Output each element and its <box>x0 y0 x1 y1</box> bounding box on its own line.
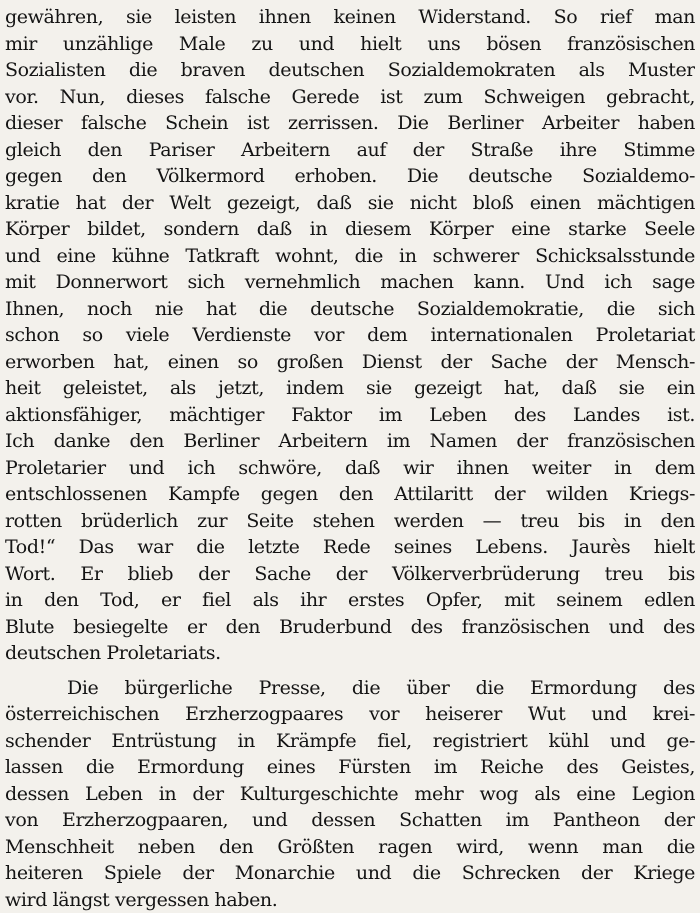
text-line: Proletarier und ich schwöre, daß wir ihnen weiter in dem <box>5 455 695 482</box>
paragraph-2 <box>5 675 695 913</box>
text-line: heit geleistet, als jetzt, indem sie gezeigt hat, daß sie ein <box>5 375 695 402</box>
text-line: in den Tod, er fiel als ihr erstes Opfer, mit seinem edlen <box>5 587 695 614</box>
text-line: Menschheit neben den Größten ragen wird, wenn man die <box>5 834 695 861</box>
text-line: Ihnen, noch nie hat die deutsche Sozialdemokratie, die sich <box>5 296 695 323</box>
text-line: gewähren, sie leisten ihnen keinen Widerstand. So rief man <box>5 4 695 31</box>
text-line: wird längst vergessen haben. <box>5 887 695 913</box>
text-line: Sozialisten die braven deutschen Sozialdemokraten als Muster <box>5 57 695 84</box>
text-line: rotten brüderlich zur Seite stehen werden — treu bis in den <box>5 508 695 535</box>
text-line: Körper bildet, sondern daß in diesem Körper eine starke Seele <box>5 216 695 243</box>
text-line: Ich danke den Berliner Arbeitern im Namen der französischen <box>5 428 695 455</box>
text-line: von Erzherzogpaaren, und dessen Schatten im Pantheon der <box>5 807 695 834</box>
paragraph-gap <box>5 667 695 675</box>
text-line: mir unzählige Male zu und hielt uns bösen französischen <box>5 31 695 58</box>
text-line: entschlossenen Kampfe gegen den Attilaritt der wilden Kriegs- <box>5 481 695 508</box>
text-line: lassen die Ermordung eines Fürsten im Reiche des Geistes, <box>5 754 695 781</box>
text-line: mit Donnerwort sich vernehmlich machen kann. Und ich sage <box>5 269 695 296</box>
text-line: vor. Nun, dieses falsche Gerede ist zum Schweigen gebracht, <box>5 84 695 111</box>
text-line: deutschen Proletariats. <box>5 640 695 667</box>
text-line: dieser falsche Schein ist zerrissen. Die Berliner Arbeiter haben <box>5 110 695 137</box>
text-line: und eine kühne Tatkraft wohnt, die in schwerer Schicksalsstunde <box>5 243 695 270</box>
text-line: gegen den Völkermord erhoben. Die deutsche Sozialdemo- <box>5 163 695 190</box>
text-line: erworben hat, einen so großen Dienst der Sache der Mensch- <box>5 349 695 376</box>
text-line: aktionsfähiger, mächtiger Faktor im Leben des Landes ist. <box>5 402 695 429</box>
text-line: kratie hat der Welt gezeigt, daß sie nicht bloß einen mächtigen <box>5 190 695 217</box>
text-line: Blute besiegelte er den Bruderbund des französischen und des <box>5 614 695 641</box>
text-line: Tod!“ Das war die letzte Rede seines Lebens. Jaurès hielt <box>5 534 695 561</box>
text-line: schender Entrüstung in Krämpfe fiel, registriert kühl und ge- <box>5 728 695 755</box>
text-line: schon so viele Verdienste vor dem internationalen Proletariat <box>5 322 695 349</box>
paragraph-1 <box>5 4 695 667</box>
text-line: österreichischen Erzherzogpaares vor heiserer Wut und krei- <box>5 701 695 728</box>
text-line: dessen Leben in der Kulturgeschichte mehr wog als eine Legion <box>5 781 695 808</box>
text-line: gleich den Pariser Arbeitern auf der Straße ihre Stimme <box>5 137 695 164</box>
text-line: heiteren Spiele der Monarchie und die Schrecken der Kriege <box>5 860 695 887</box>
text-line: Die bürgerliche Presse, die über die Ermordung des <box>5 675 695 702</box>
text-line: Wort. Er blieb der Sache der Völkerverbrüderung treu bis <box>5 561 695 588</box>
